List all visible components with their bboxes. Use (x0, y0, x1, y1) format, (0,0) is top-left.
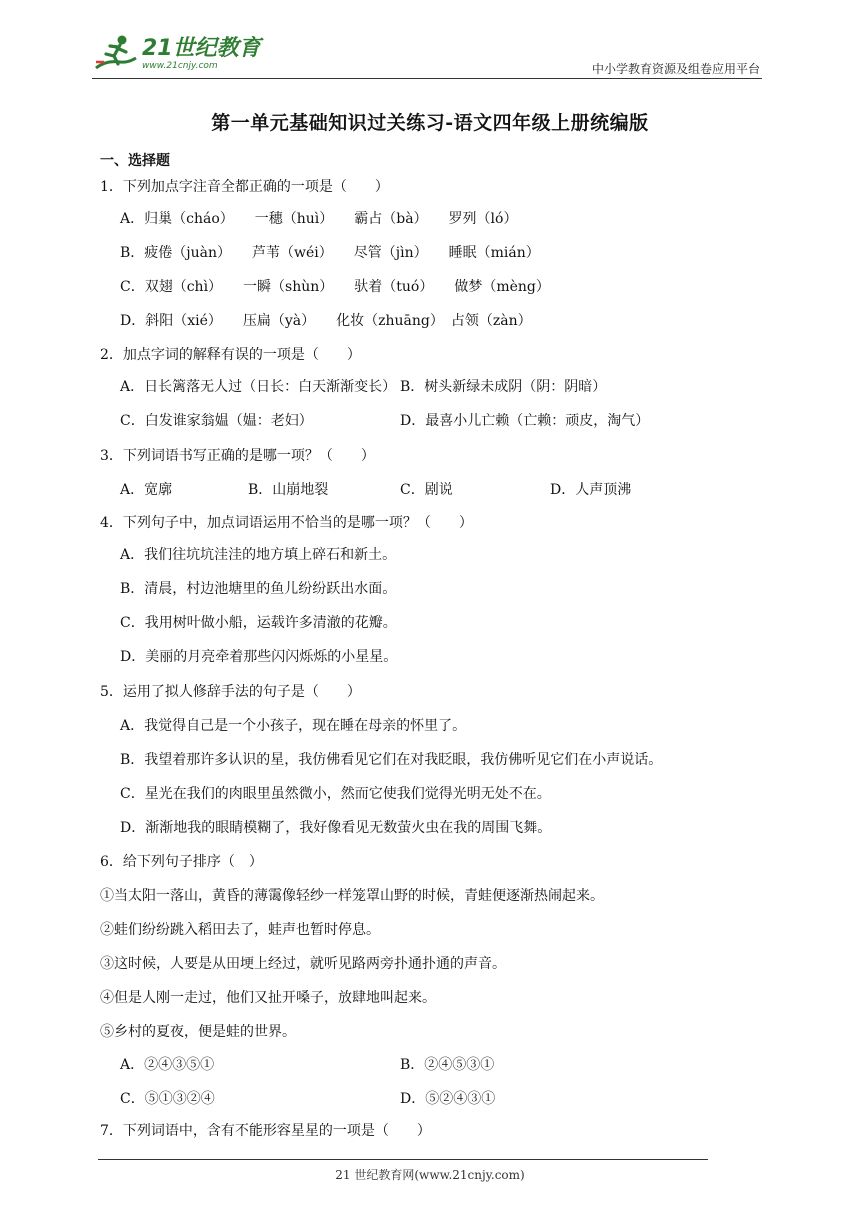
question-1-option-b: B．疲倦（juàn） 芦苇（wéi） 尽管（jìn） 睡眠（mián） (120, 245, 540, 261)
question-5-option-a: A．我觉得自己是一个小孩子，现在睡在母亲的怀里了。 (120, 718, 467, 734)
question-1-option-c: C．双翅（chì） 一瞬（shùn） 驮着（tuó） 做梦（mèng） (120, 279, 550, 295)
question-3-stem: 3．下列词语书写正确的是哪一项？（ ） (100, 448, 375, 464)
page-footer: 21 世纪教育网(www.21cnjy.com) (335, 1168, 525, 1182)
logo-main-text: 21世纪教育 (142, 35, 261, 61)
question-1-option-d: D．斜阳（xié） 压扁（yà） 化妆（zhuāng） 占领（zàn） (120, 313, 532, 329)
question-4-option-a: A．我们往坑坑洼洼的地方填上碎石和新土。 (120, 547, 397, 563)
question-4-option-d: D．美丽的月亮牵着那些闪闪烁烁的小星星。 (120, 649, 398, 665)
runner-logo-icon (92, 32, 138, 76)
question-2-option-d: D．最喜小儿亡赖（亡赖：顽皮，淘气） (400, 413, 650, 429)
question-2-option-c: C．白发谁家翁媪（媪：老妇） (120, 413, 313, 429)
logo-sub-text: www.21cnjy.com (142, 60, 218, 71)
question-6-option-d: D．⑤②④③① (400, 1091, 496, 1107)
question-1-option-a: A．归巢（cháo） 一穗（huì） 霸占（bà） 罗列（ló） (120, 211, 518, 227)
question-5-option-d: D．渐渐地我的眼睛模糊了，我好像看见无数萤火虫在我的周围飞舞。 (120, 820, 552, 836)
question-3-option-a: A．宽廓 (120, 482, 173, 498)
footer-divider (98, 1159, 708, 1160)
header-divider (92, 78, 762, 79)
question-5-stem: 5．运用了拟人修辞手法的句子是（ ） (100, 684, 361, 700)
question-6-sentence-5: ⑤乡村的夏夜，便是蛙的世界。 (100, 1024, 296, 1040)
question-5-option-b: B．我望着那许多认识的星，我仿佛看见它们在对我眨眼，我仿佛听见它们在小声说话。 (120, 752, 663, 768)
question-3-option-b: B．山崩地裂 (248, 482, 329, 498)
question-5-option-c: C．星光在我们的肉眼里虽然微小，然而它使我们觉得光明无处不在。 (120, 786, 551, 802)
platform-label: 中小学教育资源及组卷应用平台 (591, 62, 760, 76)
question-3-option-d: D．人声顶沸 (550, 482, 632, 498)
question-2-option-a: A．日长篱落无人过（日长：白天渐渐变长） (120, 379, 397, 395)
question-6-option-b: B．②④⑤③① (400, 1057, 495, 1073)
question-4-option-b: B．清晨，村边池塘里的鱼儿纷纷跃出水面。 (120, 581, 397, 597)
question-6-option-a: A．②④③⑤① (120, 1057, 215, 1073)
page-header (92, 30, 762, 78)
question-7-stem: 7．下列词语中，含有不能形容星星的一项是（ ） (100, 1123, 431, 1139)
section-heading: 一、选择题 (100, 153, 170, 169)
question-6-sentence-3: ③这时候，人要是从田埂上经过，就听见路两旁扑通扑通的声音。 (100, 956, 506, 972)
question-3-option-c: C．剧说 (400, 482, 453, 498)
question-6-sentence-4: ④但是人刚一走过，他们又扯开嗓子，放肆地叫起来。 (100, 990, 436, 1006)
question-4-stem: 4．下列句子中，加点词语运用不恰当的是哪一项？（ ） (100, 515, 473, 531)
question-4-option-c: C．我用树叶做小船，运载许多清澈的花瓣。 (120, 615, 397, 631)
question-2-option-b: B．树头新绿未成阴（阴：阴暗） (400, 379, 607, 395)
question-6-sentence-2: ②蛙们纷纷跳入稻田去了，蛙声也暂时停息。 (100, 922, 380, 938)
page-title: 第一单元基础知识过关练习-语文四年级上册统编版 (211, 112, 649, 134)
question-6-option-c: C．⑤①③②④ (120, 1091, 215, 1107)
logo (92, 30, 261, 78)
question-2-stem: 2．加点字词的解释有误的一项是（ ） (100, 347, 361, 363)
question-6-stem: 6．给下列句子排序（ ） (100, 854, 263, 870)
question-1-stem: 1．下列加点字注音全都正确的一项是（ ） (100, 179, 389, 195)
question-6-sentence-1: ①当太阳一落山，黄昏的薄霭像轻纱一样笼罩山野的时候，青蛙便逐渐热闹起来。 (100, 888, 604, 904)
